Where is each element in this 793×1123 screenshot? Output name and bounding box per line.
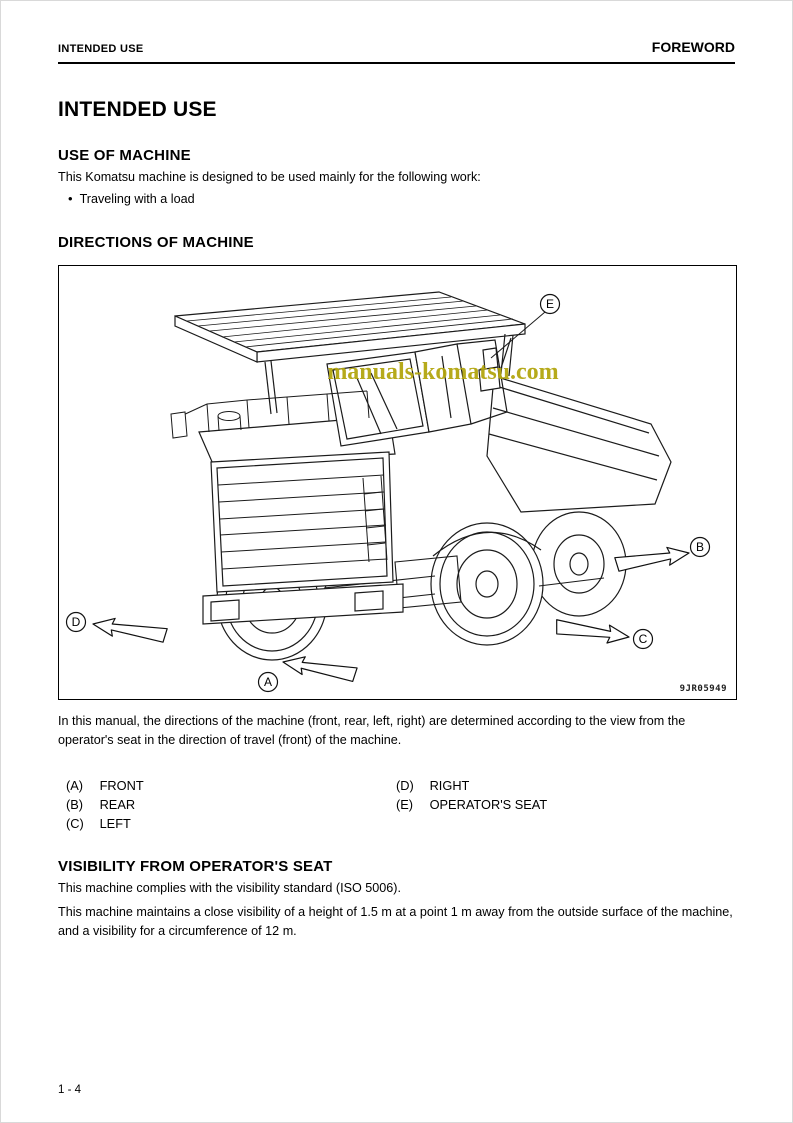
use-of-machine-bullets xyxy=(58,189,735,209)
arrow-d xyxy=(92,615,168,644)
legend-item-c xyxy=(66,814,396,833)
legend-item-b xyxy=(66,795,396,814)
legend-label: OPERATOR'S SEAT xyxy=(429,796,548,812)
bullet-item: • Traveling with a load xyxy=(68,189,735,209)
legend-item-e xyxy=(396,795,547,814)
figure-code: 9JR05949 xyxy=(679,683,727,694)
section-visibility xyxy=(58,858,735,942)
directions-caption: In this manual, the directions of the machine (front, rear, left, right) are determined according to the view from the operator's seat in the direction of travel (front) of the machine. xyxy=(58,713,686,747)
label-e: E xyxy=(545,296,555,311)
legend-label: FRONT xyxy=(99,777,144,793)
arrow-a xyxy=(281,653,357,684)
section-directions-of-machine xyxy=(58,234,735,833)
page-header xyxy=(58,39,735,64)
legend-item-d xyxy=(396,776,547,795)
legend-key: (A) xyxy=(66,777,84,793)
cab xyxy=(327,340,507,446)
page-title: INTENDED USE xyxy=(58,98,217,121)
label-a: A xyxy=(263,674,273,689)
direction-legend xyxy=(58,776,735,833)
legend-item-a xyxy=(66,776,396,795)
truck-figure xyxy=(58,265,737,700)
legend-key: (B) xyxy=(66,796,84,812)
legend-label: LEFT xyxy=(99,815,131,831)
section-use-of-machine xyxy=(58,147,735,209)
legend-key: (C) xyxy=(66,815,84,831)
visibility-heading: VISIBILITY FROM OPERATOR'S SEAT xyxy=(58,857,333,875)
label-b: B xyxy=(695,539,705,554)
directions-heading: DIRECTIONS OF MACHINE xyxy=(58,233,254,251)
truck-illustration xyxy=(59,266,736,699)
visibility-paragraph-2: This machine maintains a close visibility of a height of 1.5 m at a point 1 m away from the outside surface of the machine, and a visibility for a circumference of 12 m. xyxy=(58,905,733,939)
use-of-machine-intro: This Komatsu machine is designed to be used mainly for the following work: xyxy=(58,170,481,184)
legend-key: (E) xyxy=(396,796,414,812)
watermark-text: manuals-komatsu.com xyxy=(327,358,559,385)
page-number: 1 - 4 xyxy=(58,1084,82,1096)
legend-label: REAR xyxy=(99,796,136,812)
legend-key: (D) xyxy=(396,777,414,793)
header-section-title: INTENDED USE xyxy=(58,43,144,55)
header-chapter-title: FOREWORD xyxy=(651,39,735,55)
visibility-paragraph-1: This machine complies with the visibility standard (ISO 5006). xyxy=(58,880,401,895)
label-d: D xyxy=(71,614,81,629)
label-c: C xyxy=(638,631,648,646)
use-of-machine-heading: USE OF MACHINE xyxy=(58,147,191,164)
arrow-b xyxy=(615,544,691,573)
arrow-c xyxy=(554,618,630,646)
legend-label: RIGHT xyxy=(429,777,470,793)
